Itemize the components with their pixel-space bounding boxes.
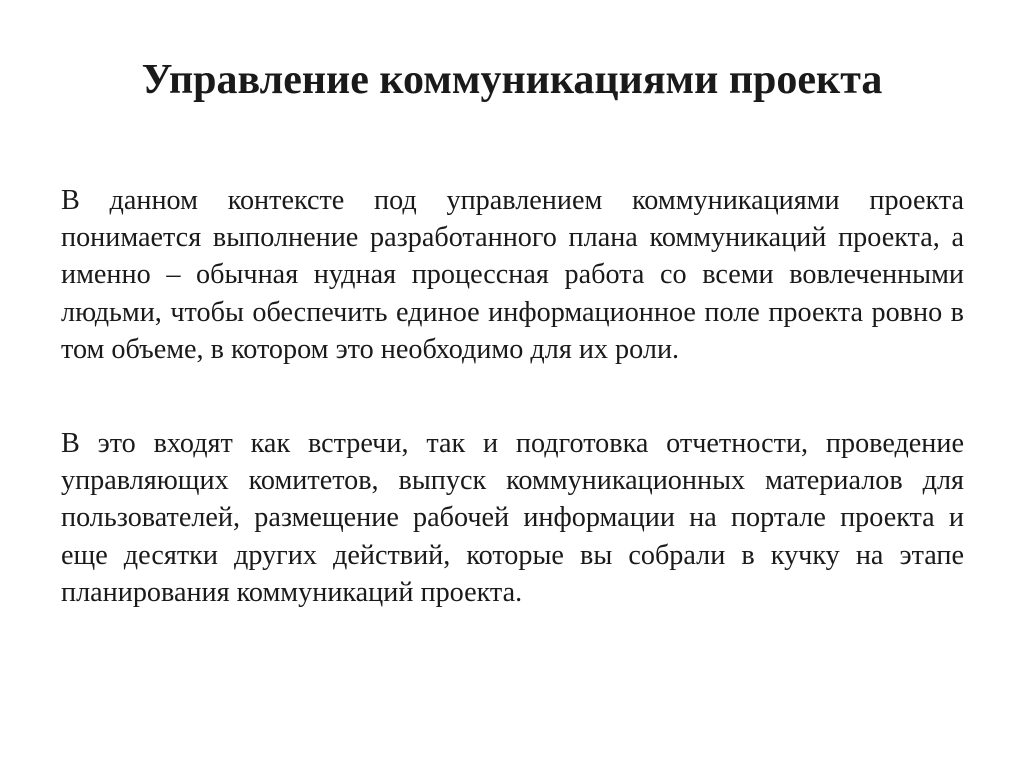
slide-body <box>61 182 964 611</box>
paragraph-definition: В данном контексте под управлением коммуникациями проекта понимается выполнение разработанного плана коммуникаций проекта, а именно – обычная нудная процессная работа со всеми вовлеченными людьми, чтобы обеспечить единое информационное поле проекта ровно в том объеме, в котором это необходимо для их роли. <box>61 185 964 365</box>
slide-title: Управление коммуникациями проекта <box>141 57 883 103</box>
paragraph-activities: В это входят как встречи, так и подготовка отчетности, проведение управляющих комитетов, выпуск коммуникационных материалов для пользователей, размещение рабочей информации на портале проекта и еще десятки других действий, которые вы собрали в кучку на этапе планирования коммуникаций проекта. <box>61 428 964 608</box>
